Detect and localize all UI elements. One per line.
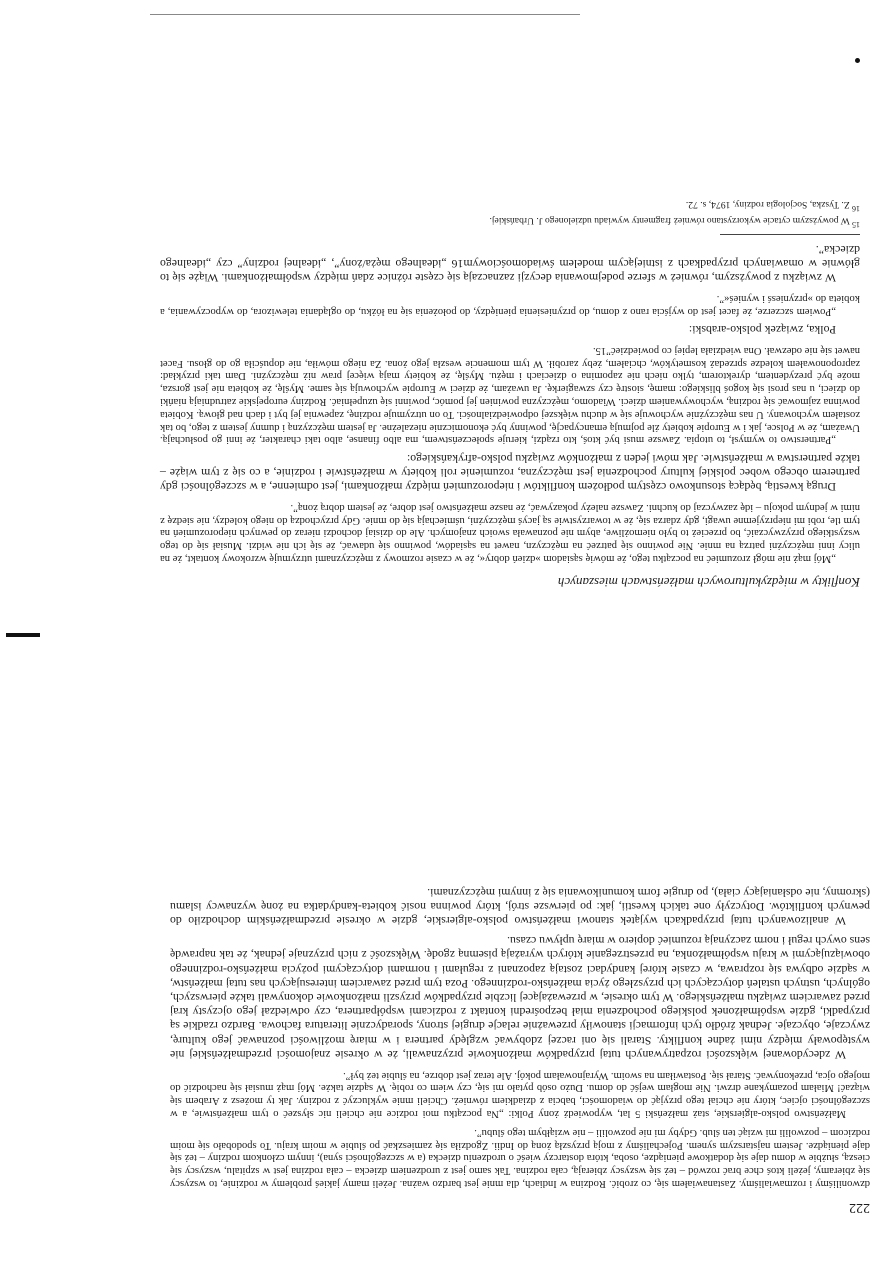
body-paragraph: W związku z powyższym, również w sferze podejmowania decyzji zaznaczają się częste różnice zdań między współmałżonkami. Wiąże się to głównie w omawianych przypadkach z istniejącym modelem świadomościowym16 „idealnego męża/żony”, „idealnej rodziny” czy „idealnego dziecka”. [160, 242, 860, 286]
text-column [170, 885, 870, 1189]
quote-paragraph: Małżeństwo polsko-algierskie, staż małżeński 5 lat, wypowiedź żony Polki: „Na początku moi rodzice nie chcieli nic słyszeć o tym małżeństwie, a w szczególności ojciec, który nie chciał tego przyjąć do wiadomości, babcia z dziadkiem również. Chcieli mnie wykluczyć z rodziny. Jak ty możesz z Arabem się wiązać! Miałam pozamykane drzwi. Nie mogłam wejść do domu. Dużo osób pytało mi się, czy wiem co robię. W sądzie także. Mój mąż musiał się nachodzić do mojego ojca, przekonywać. Starał się. Postawiłam na swoim. Wyrajnowałam pokój. Ale teraz jest dobrze, na ślubie też był”. [170, 1069, 870, 1120]
scan-mark-top [150, 14, 580, 15]
scan-mark-left [6, 633, 40, 637]
running-head-left [0, 1199, 870, 1215]
page-right [0, 198, 860, 590]
footnote-text: W powyższym cytacie wykorzystano również fragmenty wywiadu udzielonego J. Urbańskiej. [489, 214, 850, 226]
running-head-title: Konflikty w międzykulturowych małżeństwach mieszanych [557, 575, 860, 590]
footnote [160, 214, 860, 230]
quote-paragraph: „Mój mąż nie mógł zrozumieć na początku tego, że mówię sąsiadom »dzień dobry«, że w czasie rozmowy z mężczyznami utrzymuję wzrokowy kontakt, że na ulicy inni mężczyźni patrzą na mnie. Nie powinno się patrzeć na mężczyzn, nawet na sąsiadów, powinno się udawać, że się ich nie widzi. Musiał się do tego wszystkiego przyzwyczaić, bo przecież to było niemożliwe, abym nie poznawała swoich znajomych. Ale do dzisiaj dochodzi nieraz do pewnych nieporozumień na tym tle, robi mi nieprzyjemne uwagi, gdy zdarza się, że w towarzystwie są jacyś mężczyźni, uśmiechają się do mnie. Gdy przychodzą do niego koledzy, nie siedzę z nimi w jednym pokoju – idę zazwyczaj do kuchni. Zawsze należy pokazywać, że nasze małżeństwo jest dobre, że jestem dobrą żoną”. [160, 501, 860, 564]
body-paragraph: Drugą kwestią, będącą stosunkowo częstym podłożem konfliktów i nieporozumień między małżonkami, jest odmienne, a w szczególności gdy partnerem obcego wobec polskiej kultury pochodzenia jest mężczyzna, rozumienie roli kobiety w małżeństwie i rodzinie, a co się z tym wiąże – także partnerstwa w małżeństwie. Jak mówi jeden z małżonków związku polsko-afrykańskiego: [160, 451, 860, 495]
body-paragraph: Polka, związek polsko-arabski: [688, 323, 836, 338]
body-paragraph: W zdecydowanej większości rozpatrywanych tutaj przypadków małżonkowie przyznawali, że w okresie znajomości przedmałżeńskiej nie występowały między nimi żadne konflikty. Starali się oni raczej zdobywać względy partnera i w miarę możliwości poznawać jego kulturę, zwyczaje, obyczaje. Jednak źródło tych informacji stanowiły przeważnie relacje drugiej strony, sporadycznie literatura fachowa. Bardzo rzadkie są przypadki, gdzie współmałżonek polskiego pochodzenia miał bezpośredni kontakt z rodzicami współpartnera, czy odwiedzał jego ojczysty kraj przed zawarciem związku małżeńskiego. W tym okresie, w przeważającej liczbie przypadków przyszli małżonkowie dokonywali także pierwszych, ogólnych, ustnych ustaleń dotyczących ich przyszłego życia małżeńsko-rodzinnego. Poza tym przed zawarciem interesujących nas tutaj małżeństw, w sądzie odbywa się rozprawa, w czasie której kandydaci zostają zapoznani z regułami i normami dotyczącymi pożycia małżeńsko-rodzinnego obowiązującymi w kraju współmałżonka, na przestrzeganie których wyrażają pisemną zgodę. Większość z nich przyznaje jednak, że tak naprawdę sens owych reguł i norm zaczynają rozumieć dopiero w miarę upływu czasu. [170, 934, 870, 1062]
footnote-text: Z. Tyszka, Socjologia rodziny, 1974, s. 72. [685, 198, 850, 210]
footnotes [489, 198, 860, 234]
footnote [160, 198, 860, 214]
quote-paragraph: „Powiem szczerze, że facet jest do wyjścia rano z domu, do przyniesienia pieniędzy, do położenia się na łóżku, do oglądania telewizora, do wypoczywania, a kobieta do »przyniesś i wynieś«”. [160, 293, 860, 317]
body-paragraph: W analizowanych tutaj przypadkach wyjątek stanowi małżeństwo polsko-algierskie, gdzie w okresie przedmałżeńskim dochodziło do pewnych konfliktów. Dotyczyły one takich kwestii, jak: po pierwsze strój, który powinna nosić kobieta-kandydatka na żonę wyznawcy islamu (skromny, nie odsłaniający ciała), po drugie form komunikowania się z innymi mężczyznami. [170, 885, 870, 928]
page-left [0, 879, 870, 1215]
running-head-right [0, 574, 860, 590]
footnote-mark: 16 [852, 204, 860, 214]
scan-mark-right [855, 58, 860, 63]
quote-paragraph: „Partnerstwo to wymysł, to utopia. Zawsze musi być ktoś, kto rządzi, kieruje społeczeństwem, ma albo finanse, albo taki charakter, że inni go posłuchają. Uważam, że w Polsce, jak i w Europie kobiety źle pojmują emancypację, powinny być ekonomicznie niezależne. Ja jestem mężczyzną i dumny jestem z tego, bo tak zostałem wychowany. U nas mężczyźnie wychowuje się w duchu większej odpowiedzialności. To on utrzymuje rodzinę, zapewnia jej byt i dach nad głową. Kobieta powinna zajmować się rodziną, wychowywaniem dzieci. Wiadomo, mężczyzna powinien jej pomóc, powinni się uzupełniać. Rodziny europejskie zatrudniają niańki do dzieci, u nas prosi się kogoś bliskiego: mamę, siostrę czy szwagierkę. Ja uważam, że dzieci w Europie wychowują się same. Myślę, że kobieta nie jest gorsza, może być prezydentem, dyrektorem, tylko niech nie zapomina o dzieciach i mężu. Myślę, że kobiety mają więcej praw niż mężczyźni. Dam taki przykład: zaproponowałem koledze sprzedaż kosmetyków, chciałem, żeby zarobił. W tym momencie weszła jego żona. Za niego mówiła, nie dopuściła go do głosu. Facet nawet się nie odezwał. Ona wiedziała lepiej co powiedzieć”15. [160, 344, 860, 446]
footnote-mark: 15 [852, 219, 860, 229]
page-number: 222 [849, 1200, 870, 1215]
text-column [160, 243, 860, 564]
quote-paragraph: dzwoniliśmy i rozmawialiśmy. Zastanawiałem się, co zrobić. Rodzina w Indiach, dla mnie jest bardzo ważna. Jeżeli mamy jakieś problemy w rodzinie, to wszyscy się zbieramy, jeżeli ktoś chce brać rozwód – też się wszyscy zbierają, cała rodzina. Tak samo jest z urodzeniem dziecka – cała rodzina jest w szpitalu, wszyscy się cieszą, służbie w domu daje się dodatkowe pieniądze, osoba, która dostarczy wieść o urodzeniu dziecka (a w szczególności syna), innym członkom rodziny – też się daje pieniądze. Jestem najstarszym synem. Pojechaliśmy z moją przyszłą żoną do Indii. Zgodziła się zamieszkać po ślubie w moim kraju. To spodobało się moim rodzicom – pozwolili mi wziąć ten ślub. Gdyby mi nie pozwolili – nie wziąłbym tego ślubu”. [170, 1126, 870, 1189]
